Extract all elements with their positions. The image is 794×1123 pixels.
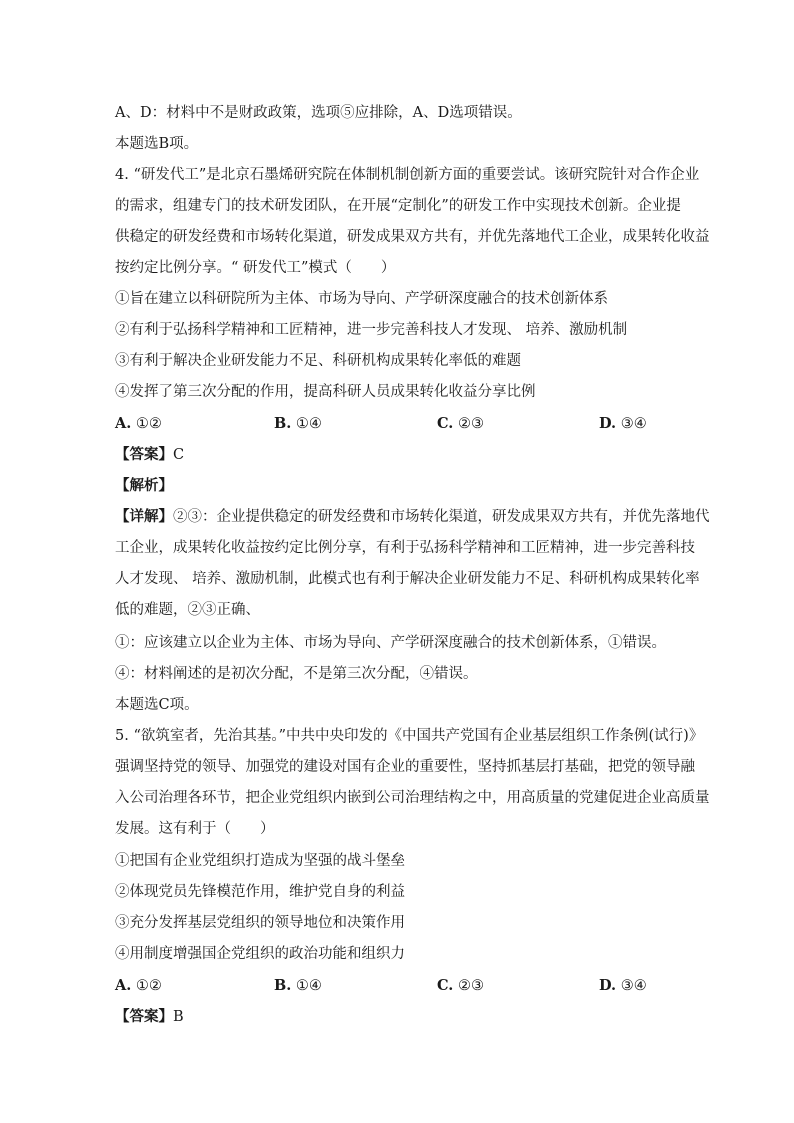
option-letter: B. bbox=[274, 415, 292, 432]
q3-conclusion-line: 本题选B项。 bbox=[115, 136, 199, 152]
q5-statement: ③充分发挥基层党组织的领导地位和决策作用 bbox=[115, 915, 405, 931]
answer-label: 【答案】 bbox=[115, 446, 173, 463]
q4-option-b bbox=[274, 414, 322, 434]
q4-statement: ①旨在建立以科研院所为主体、市场为导向、产学研深度融合的技术创新体系 bbox=[115, 291, 608, 307]
option-text: ①④ bbox=[295, 978, 322, 994]
option-text: ③④ bbox=[620, 416, 647, 432]
q4-option-a bbox=[115, 414, 162, 434]
option-letter: D. bbox=[599, 977, 617, 994]
q4-option-d bbox=[599, 414, 647, 434]
q5-stem-line: 5. “欲筑室者，先治其基。”中共中央印发的《中国共产党国有企业基层组织工作条例(试行)》 bbox=[115, 728, 704, 744]
option-text: ①② bbox=[135, 416, 162, 432]
q5-option-b bbox=[274, 976, 322, 996]
option-letter: A. bbox=[115, 977, 132, 994]
q4-detail-line bbox=[115, 507, 710, 527]
q5-option-a bbox=[115, 976, 162, 996]
q4-detail-line: 低的难题，②③正确、 bbox=[115, 602, 260, 618]
detail-label: 【详解】 bbox=[115, 508, 173, 525]
answer-label: 【答案】 bbox=[115, 1008, 173, 1025]
q4-detail-line: 人才发现、 培养、激励机制，此模式也有利于解决企业研发能力不足、科研机构成果转化率 bbox=[115, 571, 700, 587]
q4-detail-line: 工企业，成果转化收益按约定比例分享，有利于弘扬科学精神和工匠精神，进一步完善科技 bbox=[115, 540, 695, 556]
q5-stem-line: 入公司治理各环节，把企业党组织内嵌到公司治理结构之中，用高质量的党建促进企业高质量 bbox=[115, 790, 710, 806]
q3-explanation-line: A、D：材料中不是财政政策，选项⑤应排除，A、D选项错误。 bbox=[115, 105, 522, 121]
option-text: ①④ bbox=[295, 416, 322, 432]
q4-statement: ④发挥了第三次分配的作用，提高科研人员成果转化收益分享比例 bbox=[115, 384, 536, 400]
option-text: ③④ bbox=[620, 978, 647, 994]
detail-text: ②③：企业提供稳定的研发经费和市场转化渠道，研发成果双方共有，并优先落地代 bbox=[173, 509, 710, 525]
option-text: ①② bbox=[135, 978, 162, 994]
q5-stem-line: 发展。这有利于（ ） bbox=[115, 821, 275, 837]
q4-detail-line: ④：材料阐述的是初次分配，不是第三次分配，④错误。 bbox=[115, 666, 478, 682]
q4-analysis-label: 【解析】 bbox=[115, 477, 173, 494]
q5-statement: ①把国有企业党组织打造成为坚强的战斗堡垒 bbox=[115, 853, 405, 869]
q5-statement: ④用制度增强国企党组织的政治功能和组织力 bbox=[115, 946, 405, 962]
option-letter: D. bbox=[599, 415, 617, 432]
q4-detail-line: ①：应该建立以企业为主体、市场为导向、产学研深度融合的技术创新体系，①错误。 bbox=[115, 635, 666, 651]
q4-stem-line: 供稳定的研发经费和市场转化渠道，研发成果双方共有，并优先落地代工企业，成果转化收益 bbox=[115, 229, 710, 245]
q5-option-c bbox=[437, 976, 484, 996]
answer-value: C bbox=[173, 447, 185, 463]
q5-option-d bbox=[599, 976, 647, 996]
option-text: ②③ bbox=[457, 978, 484, 994]
q5-statement: ②体现党员先锋模范作用，维护党自身的利益 bbox=[115, 884, 405, 900]
q4-statement: ②有利于弘扬科学精神和工匠精神，进一步完善科技人才发现、 培养、激励机制 bbox=[115, 322, 628, 338]
q4-stem-line: 4. “研发代工”是北京石墨烯研究院在体制机制创新方面的重要尝试。该研究院针对合作企业 bbox=[115, 167, 700, 183]
option-text: ②③ bbox=[457, 416, 484, 432]
option-letter: A. bbox=[115, 415, 132, 432]
q4-conclusion-line: 本题选C项。 bbox=[115, 697, 199, 713]
option-letter: B. bbox=[274, 977, 292, 994]
q4-answer bbox=[115, 445, 685, 465]
q4-stem-line: 按约定比例分享。“ 研发代工”模式（ ） bbox=[115, 260, 396, 276]
option-letter: C. bbox=[437, 415, 454, 432]
q4-statement: ③有利于解决企业研发能力不足、科研机构成果转化率低的难题 bbox=[115, 353, 521, 369]
q4-option-c bbox=[437, 414, 484, 434]
q4-stem-line: 的需求，组建专门的技术研发团队，在开展“定制化”的研发工作中实现技术创新。企业提 bbox=[115, 198, 681, 214]
q5-answer bbox=[115, 1007, 685, 1027]
option-letter: C. bbox=[437, 977, 454, 994]
q5-stem-line: 强调坚持党的领导、加强党的建设对国有企业的重要性，坚持抓基层打基础，把党的领导融 bbox=[115, 759, 695, 775]
answer-value: B bbox=[173, 1009, 184, 1025]
